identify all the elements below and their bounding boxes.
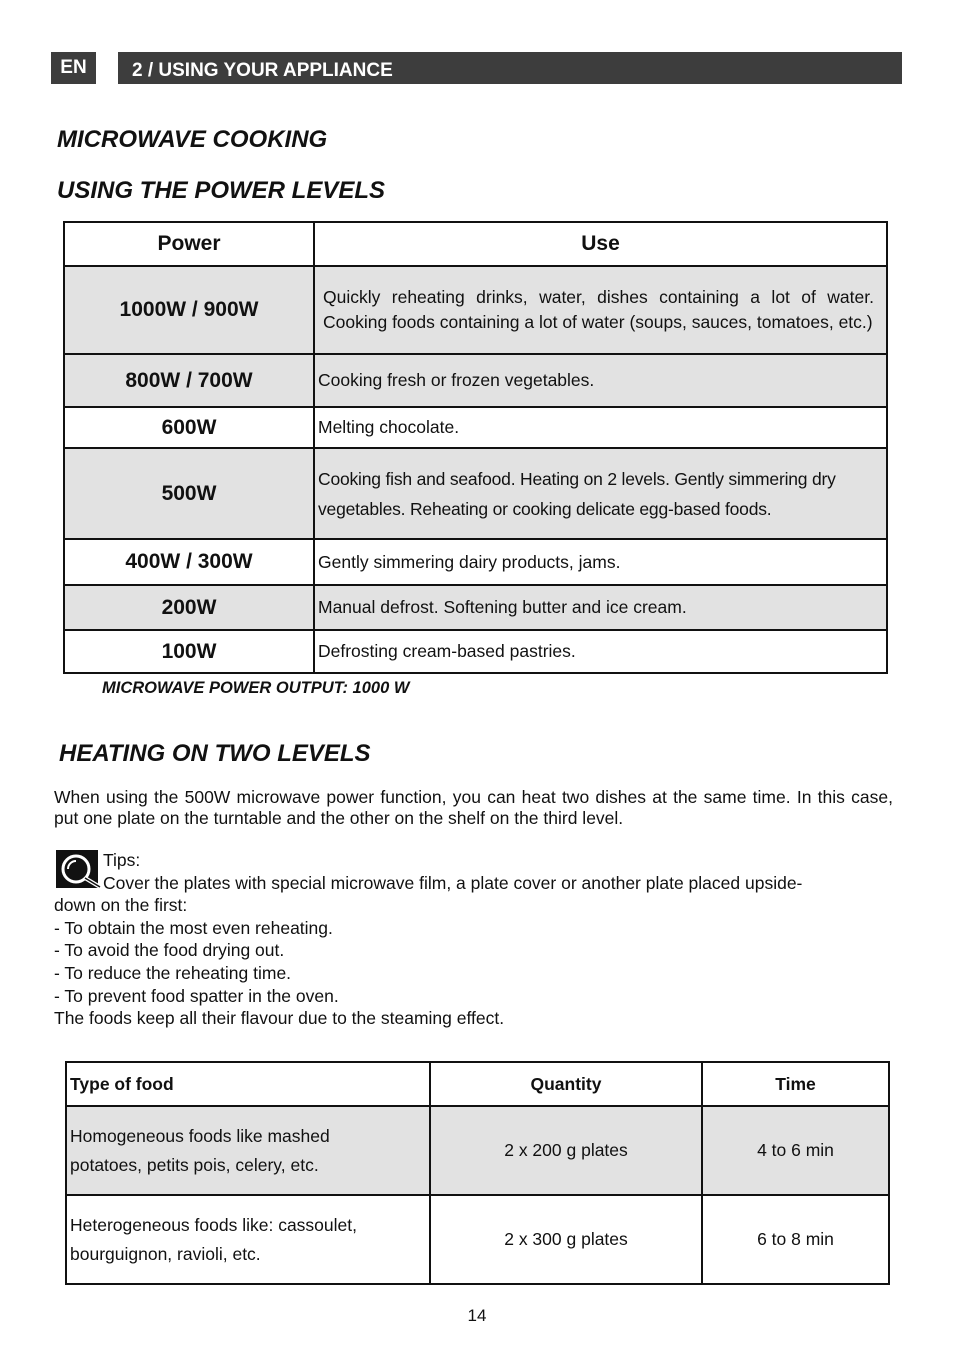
food-quantity: 2 x 200 g plates — [430, 1106, 702, 1195]
use-column-header: Use — [314, 222, 887, 266]
table-row — [64, 354, 887, 407]
language-badge: EN — [51, 52, 96, 84]
table-row — [66, 1195, 889, 1284]
tips-text: down on the first: — [54, 895, 188, 916]
power-levels-table — [63, 221, 888, 674]
power-use: Manual defrost. Softening butter and ice cream. — [314, 585, 887, 630]
power-use: Quickly reheating drinks, water, dishes containing a lot of water. Cooking foods containing a lot of water (soups, sauces, tomatoes, etc.) — [314, 266, 887, 354]
power-output-note: MICROWAVE POWER OUTPUT: 1000 W — [102, 679, 410, 697]
power-use: Cooking fresh or frozen vegetables. — [314, 354, 887, 407]
power-use: Cooking fish and seafood. Heating on 2 levels. Gently simmering dry vegetables. Reheating or cooking delicate egg-based foods. — [314, 448, 887, 539]
food-column-header: Type of food — [66, 1062, 430, 1106]
tips-block — [54, 849, 894, 1030]
title-microwave-cooking: MICROWAVE COOKING — [57, 126, 328, 153]
quantity-column-header: Quantity — [430, 1062, 702, 1106]
tips-text: Cover the plates with special microwave film, a plate cover or another plate placed upside- — [103, 872, 803, 893]
power-use: Defrosting cream-based pastries. — [314, 630, 887, 673]
power-use: Melting chocolate. — [314, 407, 887, 448]
tips-item: - To prevent food spatter in the oven. — [54, 985, 339, 1006]
food-type-line: Homogeneous foods like mashed — [70, 1125, 330, 1146]
food-quantity: 2 x 300 g plates — [430, 1195, 702, 1284]
tips-closing: The foods keep all their flavour due to the steaming effect. — [54, 1008, 505, 1029]
table-row — [64, 630, 887, 673]
power-value: 600W — [64, 407, 314, 448]
table-row — [64, 407, 887, 448]
food-type-line: potatoes, petits pois, celery, etc. — [70, 1154, 319, 1175]
power-value: 200W — [64, 585, 314, 630]
section-header-bar: 2 / USING YOUR APPLIANCE — [118, 52, 902, 84]
power-value: 500W — [64, 448, 314, 539]
tips-item: - To reduce the reheating time. — [54, 962, 292, 983]
tips-item: - To obtain the most even reheating. — [54, 917, 333, 938]
tips-label: Tips: — [103, 850, 141, 870]
food-time: 4 to 6 min — [702, 1106, 889, 1195]
table-row — [66, 1106, 889, 1195]
power-value: 1000W / 900W — [64, 266, 314, 354]
title-power-levels: USING THE POWER LEVELS — [57, 177, 386, 204]
food-type — [66, 1195, 430, 1284]
power-value: 400W / 300W — [64, 539, 314, 585]
tips-item: - To avoid the food drying out. — [54, 940, 285, 961]
table-row — [64, 448, 887, 539]
food-type-line: Heterogeneous foods like: cassoulet, — [70, 1214, 357, 1235]
time-column-header: Time — [702, 1062, 889, 1106]
power-table-header-row — [64, 222, 887, 266]
power-value: 800W / 700W — [64, 354, 314, 407]
power-value: 100W — [64, 630, 314, 673]
food-type — [66, 1106, 430, 1195]
power-column-header: Power — [64, 222, 314, 266]
page-number: 14 — [467, 1306, 487, 1325]
title-two-levels: HEATING ON TWO LEVELS — [59, 740, 371, 767]
table-row — [64, 585, 887, 630]
power-use: Gently simmering dairy products, jams. — [314, 539, 887, 585]
table-row — [64, 266, 887, 354]
food-time: 6 to 8 min — [702, 1195, 889, 1284]
table-row — [64, 539, 887, 585]
intro-paragraph: When using the 500W microwave power function, you can heat two dishes at the same time. In this case, put one plate on the turntable and the other on the shelf on the third level. — [54, 787, 893, 828]
food-type-line: bourguignon, ravioli, etc. — [70, 1243, 261, 1264]
two-levels-table — [65, 1061, 890, 1285]
food-table-header-row — [66, 1062, 889, 1106]
